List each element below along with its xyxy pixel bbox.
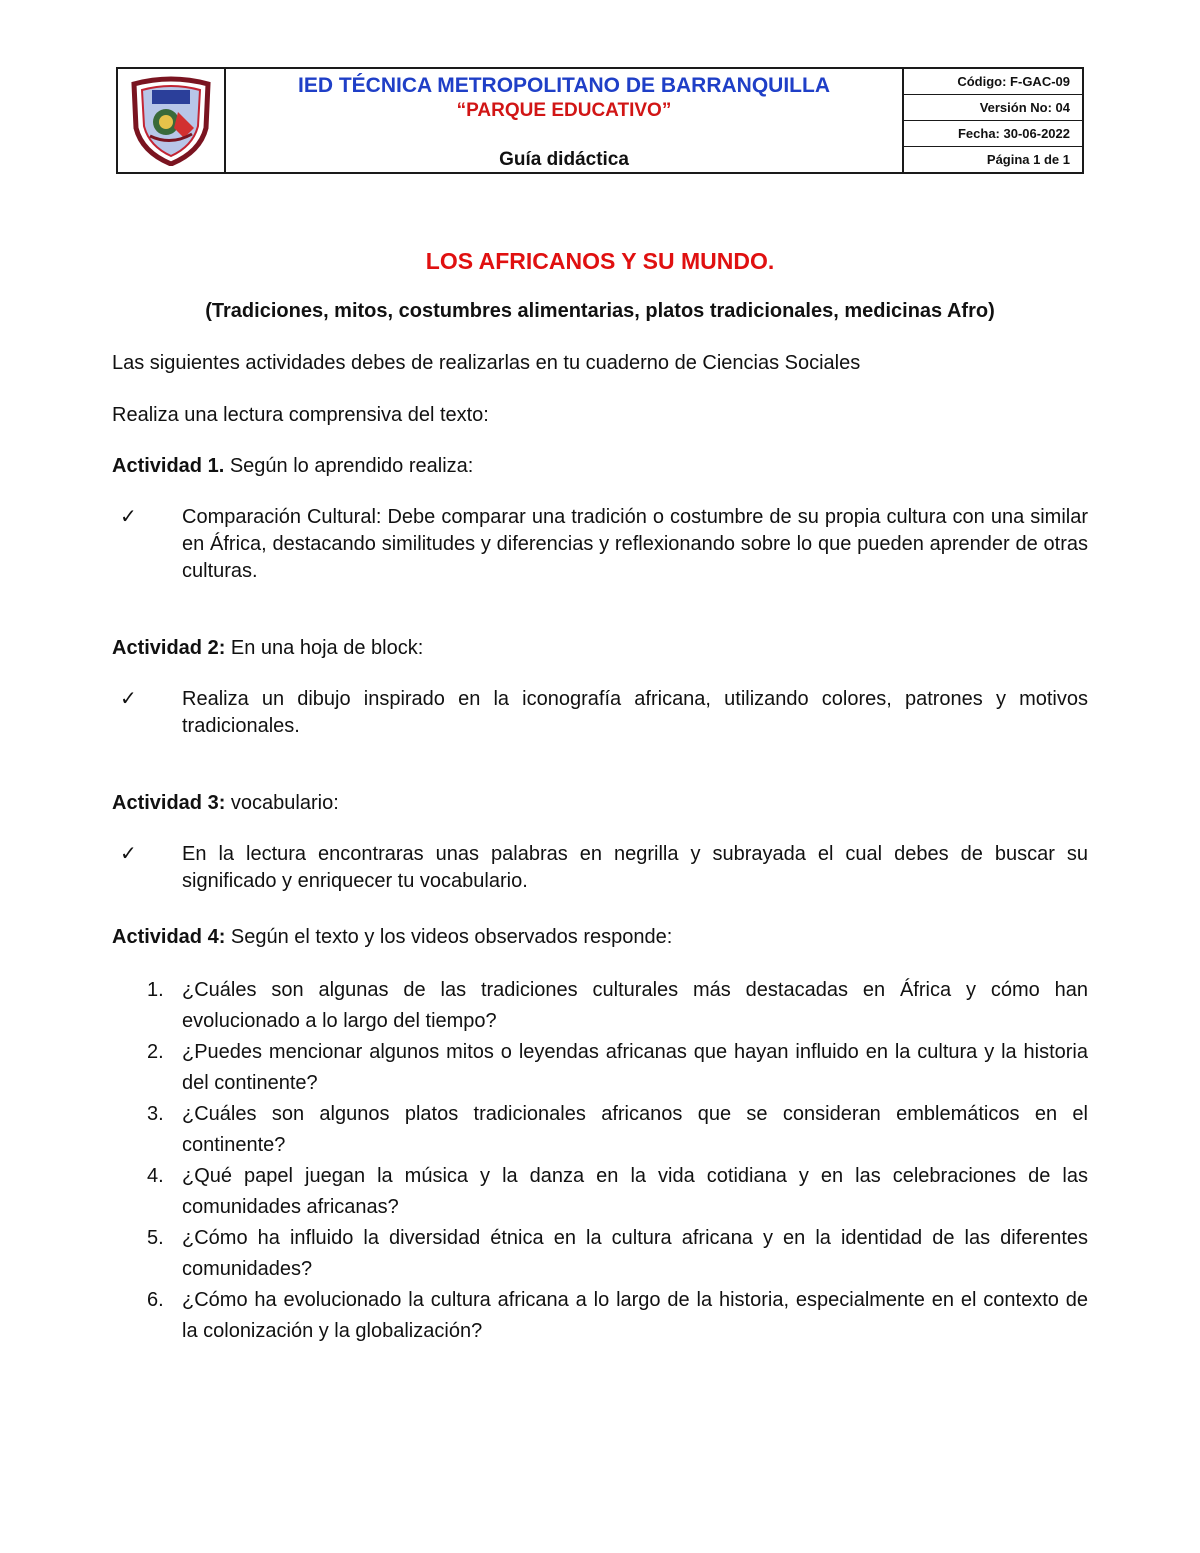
activity-heading <box>112 790 1092 817</box>
question-number: 1. <box>147 979 164 1001</box>
document-type: Guía didáctica <box>499 149 629 170</box>
intro-paragraph: Las siguientes actividades debes de realizarlas en tu cuaderno de Ciencias Sociales <box>112 352 861 374</box>
activity-text: Según lo aprendido realiza: <box>224 455 474 477</box>
document-header <box>116 67 1084 174</box>
checklist-item-text: En la lectura encontraras unas palabras en negrilla y subrayada el cual debes de buscar su significado y enriquecer tu vocabulario. <box>182 843 1088 892</box>
checklist-item <box>112 686 1088 740</box>
checklist-item-text: Comparación Cultural: Debe comparar una tradición o costumbre de su propia cultura con una similar en África, destacando similitudes y diferencias y reflexionando sobre lo que pueden aprender de otras culturas. <box>182 506 1088 582</box>
question-number: 6. <box>147 1289 164 1311</box>
topic-subtitle: (Tradiciones, mitos, costumbres alimentarias, platos tradicionales, medicinas Afro) <box>205 300 995 322</box>
question-item <box>112 1223 1088 1285</box>
activity-heading <box>112 635 1092 662</box>
question-item <box>112 1285 1088 1347</box>
question-text: ¿Cuáles son algunas de las tradiciones culturales más destacadas en África y cómo han evolucionado a lo largo del tiempo? <box>182 979 1088 1032</box>
checklist-item-text: Realiza un dibujo inspirado en la iconografía africana, utilizando colores, patrones y motivos tradicionales. <box>182 688 1088 737</box>
header-title-cell <box>226 69 904 172</box>
page-number: Página 1 de 1 <box>986 152 1070 167</box>
checklist-item <box>112 504 1088 585</box>
question-text: ¿Cómo ha influido la diversidad étnica en la cultura africana y en la identidad de las diferentes comunidades? <box>182 1227 1088 1280</box>
question-item <box>112 1099 1088 1161</box>
institution-name: IED TÉCNICA METROPOLITANO DE BARRANQUILLA <box>298 74 830 97</box>
document-date: Fecha: 30-06-2022 <box>904 121 1082 147</box>
reading-instruction: Realiza una lectura comprensiva del texto: <box>112 404 489 426</box>
question-item <box>112 975 1088 1037</box>
checkmark-icon: ✓ <box>120 506 137 528</box>
activity-text: En una hoja de block: <box>225 637 424 659</box>
document-version: Versión No: 04 <box>904 95 1082 121</box>
activity-text: Según el texto y los videos observados responde: <box>225 926 673 948</box>
question-text: ¿Qué papel juegan la música y la danza en la vida cotidiana y en las celebraciones de las comunidades africanas? <box>182 1165 1088 1218</box>
logo-cell <box>118 69 226 172</box>
activity-label: Actividad 4: <box>112 926 226 948</box>
question-text: ¿Cómo ha evolucionado la cultura africana a lo largo de la historia, especialmente en el contexto de la colonización y la globalización? <box>182 1289 1088 1342</box>
question-item <box>112 1161 1088 1223</box>
checkmark-icon: ✓ <box>120 688 137 710</box>
activity-label: Actividad 2: <box>112 637 226 659</box>
activity-heading <box>112 924 1092 951</box>
school-shield-crest-icon <box>128 76 214 166</box>
activity-label: Actividad 1. <box>112 455 225 477</box>
activity-label: Actividad 3: <box>112 792 226 814</box>
institution-subtitle: “PARQUE EDUCATIVO” <box>456 100 672 121</box>
page-title: LOS AFRICANOS Y SU MUNDO. <box>425 248 775 274</box>
question-number: 3. <box>147 1103 164 1125</box>
question-item <box>112 1037 1088 1099</box>
question-number: 2. <box>147 1041 164 1063</box>
question-text: ¿Puedes mencionar algunos mitos o leyendas africanas que hayan influido en la cultura y la historia del continente? <box>182 1041 1088 1094</box>
question-number: 4. <box>147 1165 164 1187</box>
checkmark-icon: ✓ <box>120 843 137 865</box>
question-text: ¿Cuáles son algunos platos tradicionales africanos que se consideran emblemáticos en el continente? <box>182 1103 1088 1156</box>
checklist-item <box>112 841 1088 895</box>
activity-heading <box>112 453 1092 480</box>
header-meta-cell <box>904 69 1082 172</box>
activity-text: vocabulario: <box>225 792 339 814</box>
question-number: 5. <box>147 1227 164 1249</box>
document-code: Código: F-GAC-09 <box>904 69 1082 95</box>
